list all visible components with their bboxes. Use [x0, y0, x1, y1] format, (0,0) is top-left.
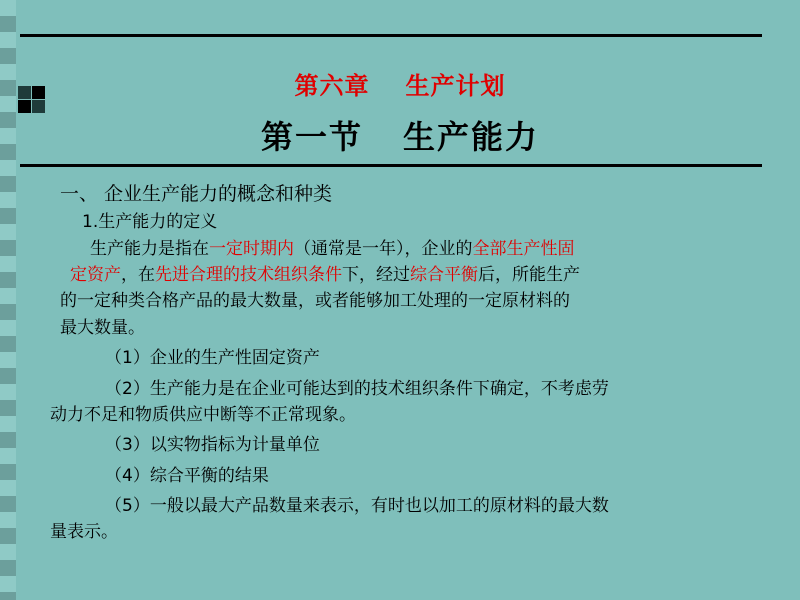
chapter-title — [0, 66, 800, 101]
section-number: 第一节 — [260, 118, 363, 156]
chapter-name: 生产计划 — [405, 72, 506, 100]
highlight-balance: 综合平衡 — [410, 265, 478, 286]
list-item: （5）一般以最大产品数量来表示，有时也以加工的原材料的最大数 — [105, 495, 609, 516]
section-title — [0, 112, 800, 158]
section-name: 生产能力 — [403, 118, 540, 156]
heading-level1: 一、 企业生产能力的概念和种类 — [60, 183, 333, 205]
title-divider-line — [20, 164, 762, 167]
list-item: （2）生产能力是在企业可能达到的技术组织条件下确定，不考虑劳 — [105, 378, 609, 399]
highlight-tech-conditions: 先进合理的技术组织条件 — [155, 265, 342, 286]
list-item-continuation: 动力不足和物质供应中断等不正常现象。 — [50, 404, 356, 425]
heading-level2: 1.生产能力的定义 — [82, 212, 218, 233]
definition-line-3: 的一定种类合格产品的最大数量，或者能够加工处理的一定原材料的 — [60, 291, 570, 312]
list-item: （3）以实物指标为计量单位 — [105, 435, 320, 456]
definition-line-4: 最大数量。 — [60, 317, 145, 338]
definition-paragraph — [60, 236, 760, 341]
list-item: （4）综合平衡的结果 — [105, 465, 269, 486]
list-item-continuation: 量表示。 — [50, 522, 118, 543]
top-divider-line — [20, 34, 762, 37]
highlight-fixed-assets: 全部生产性固 — [472, 238, 575, 259]
list-item: （1）企业的生产性固定资产 — [105, 348, 320, 369]
slide-body — [50, 180, 760, 546]
definition-line-2: 定资产，在先进合理的技术组织条件下，经过综合平衡后，所能生产 — [70, 265, 580, 286]
definition-line-1: 生产能力是指在一定时期内（通常是一年），企业的全部生产性固 — [90, 238, 575, 259]
highlight-time-period: 一定时期内 — [209, 238, 294, 259]
chapter-number: 第六章 — [294, 72, 370, 100]
